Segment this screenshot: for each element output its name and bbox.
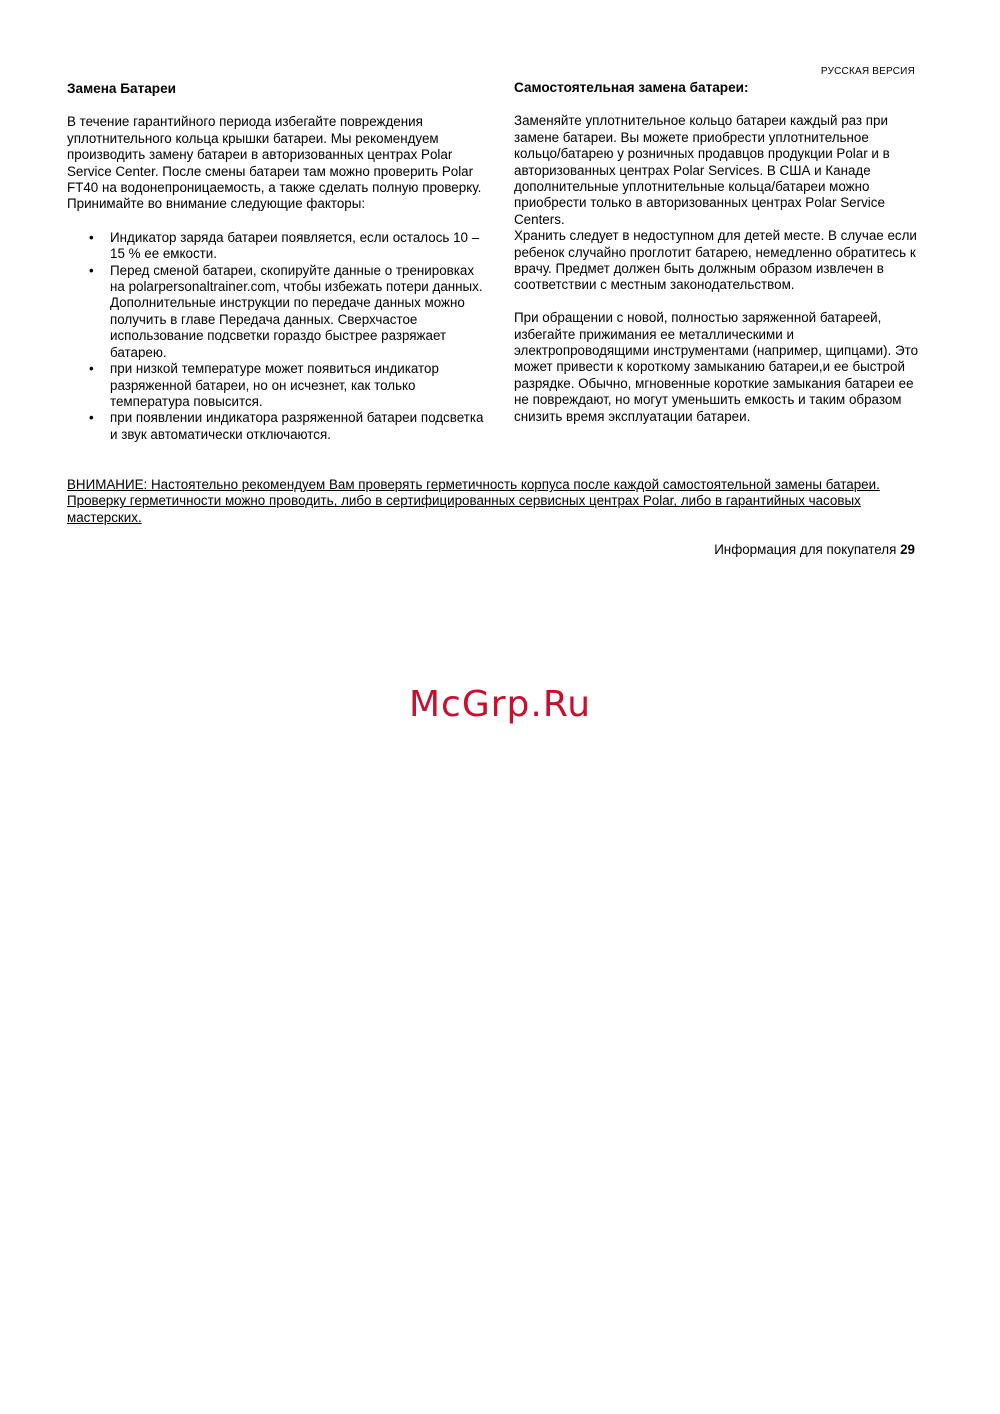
- self-replacement-heading: Самостоятельная замена батареи:: [514, 80, 749, 95]
- footer-section: Информация для покупателя: [714, 542, 897, 557]
- watermark: McGrp.Ru: [408, 684, 592, 725]
- list-item-text: при появлении индикатора разряженной батареи подсветка и звук автоматически отключаются.: [110, 410, 484, 442]
- factors-list: [67, 230, 487, 443]
- list-item: [67, 230, 487, 263]
- bullet-icon: •: [89, 361, 94, 377]
- list-item: [67, 410, 487, 443]
- right-column: [514, 80, 919, 425]
- page-footer: [714, 542, 915, 557]
- intro-paragraph: В течение гарантийного периода избегайте повреждения уплотнительного кольца крышки батареи. Мы рекомендуем производить замену батареи в авторизованных центрах Polar Service Center. После смены батареи там можно проверить Polar FT40 на водонепроницаемость, а также сделать полную проверку.: [67, 114, 482, 196]
- bullet-icon: •: [89, 229, 94, 245]
- list-item-text: Индикатор заряда батареи появляется, если осталось 10 – 15 % ее емкости.: [110, 229, 480, 262]
- list-item-text: при низкой температуре может появиться индикатор разряженной батареи, но он исчезнет, как только температура повысится.: [110, 361, 439, 409]
- list-item-text: Перед сменой батареи, скопируйте данные о тренировках на polarpersonaltrainer.com, чтобы избежать потери данных. Дополнительные инструкции по передаче данных можно получить в главе Передача данных. Сверхчастое использование подсветки гораздо быстрее разряжает батарею.: [110, 262, 483, 360]
- left-column: [67, 80, 487, 443]
- list-item: [67, 263, 487, 361]
- bullet-icon: •: [89, 410, 94, 426]
- language-tag: РУССКАЯ ВЕРСИЯ: [820, 66, 915, 77]
- bullet-icon: •: [89, 262, 94, 278]
- page-number: 29: [900, 542, 915, 557]
- factors-lead: Принимайте во внимание следующие факторы:: [67, 196, 366, 212]
- warning-note: ВНИМАНИЕ: Настоятельно рекомендуем Вам проверять герметичность корпуса после каждой самостоятельной замены батареи. Проверку герметичности можно проводить, либо в сертифицированных сервисных центрах Polar, либо в гарантийных часовых мастерских.: [67, 477, 880, 525]
- battery-replacement-heading: Замена Батареи: [67, 81, 177, 96]
- short-circuit-paragraph: При обращении с новой, полностью заряженной батареей, избегайте прижимания ее металлическими и электропроводящими инструментами (например, щипцами). Это может привести к короткому замыканию батареи,и ее быстрой разрядке. Обычно, мгновенные короткие замыкания батареи ее не повреждают, но могут уменьшить емкость и таким образом снизить время эксплуатации батареи.: [514, 310, 919, 424]
- o-ring-paragraph: Заменяйте уплотнительное кольцо батареи каждый раз при замене батареи. Вы можете приобрести уплотнительное кольцо/батарею у розничных продавцов продукции Polar и в авторизованных центрах Polar Services. В США и Канаде дополнительные уплотнительные кольца/батареи можно приобрести только в авторизованных центрах Polar Service Centers.: [514, 113, 890, 227]
- child-safety-paragraph: Хранить следует в недоступном для детей месте. В случае если ребенок случайно проглотит батарею, немедленно обратитесь к врачу. Предмет должен быть должным образом извлечен в соответствии с местным законодательством.: [514, 228, 917, 293]
- list-item: [67, 361, 487, 410]
